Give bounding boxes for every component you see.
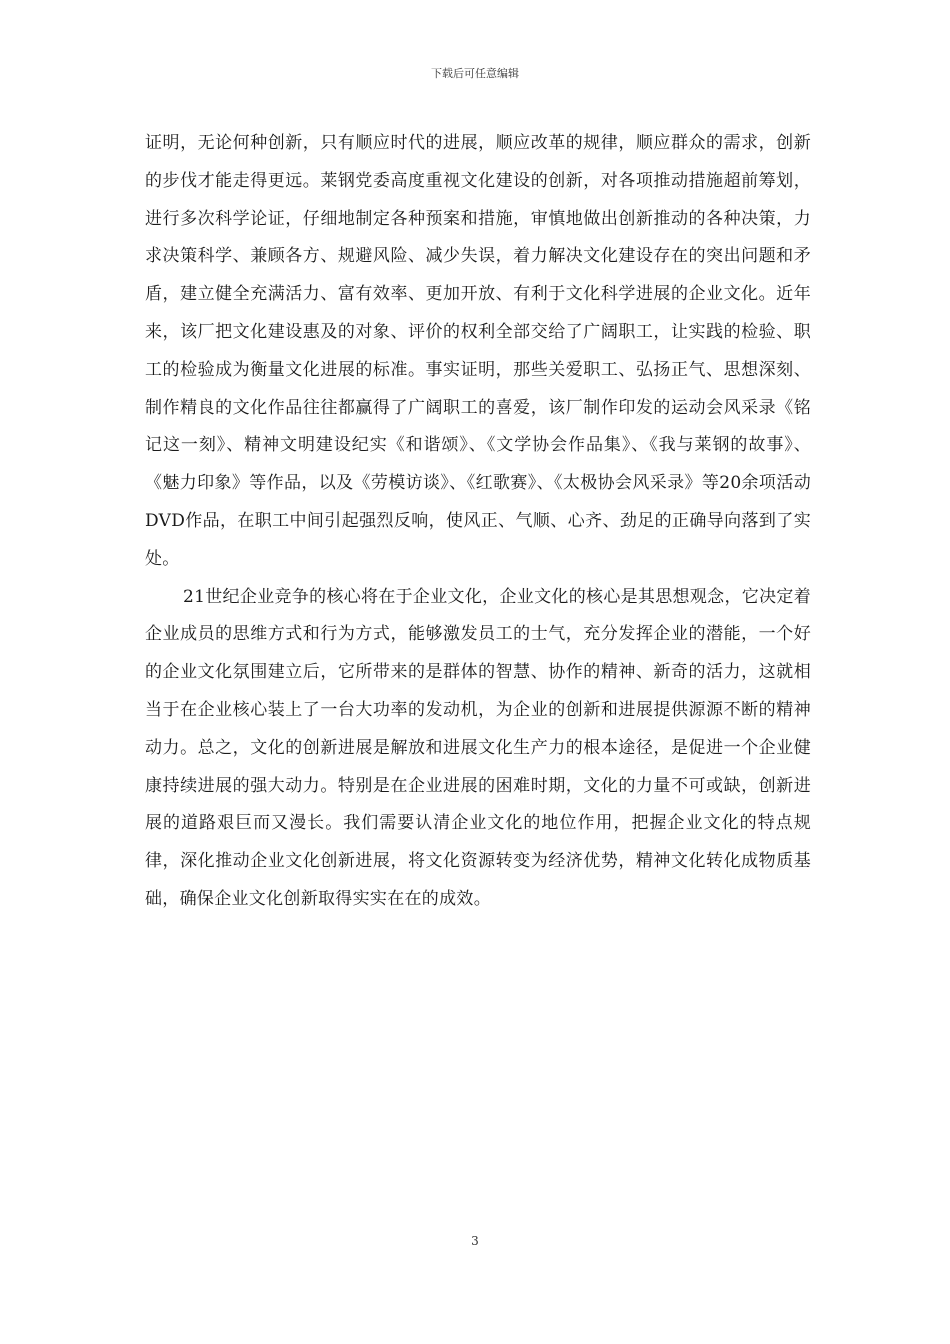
- paragraph: 21世纪企业竞争的核心将在于企业文化，企业文化的核心是其思想观念，它决定着企业成员的思维方式和行为方式，能够激发员工的士气，充分发挥企业的潜能，一个好的企业文化氛围建立后，它所带来的是群体的智慧、协作的精神、新奇的活力，这就相当于在企业核心装上了一台大功率的发动机，为企业的创新和进展提供源源不断的精神动力。总之，文化的创新进展是解放和进展文化生产力的根本途径，是促进一个企业健康持续进展的强大动力。特别是在企业进展的困难时期，文化的力量不可或缺，创新进展的道路艰巨而又漫长。我们需要认清企业文化的地位作用，把握企业文化的特点规律，深化推动企业文化创新进展，将文化资源转变为经济优势，精神文化转化成物质基础，确保企业文化创新取得实实在在的成效。: [145, 586, 811, 909]
- paragraph-continued: 证明，无论何种创新，只有顺应时代的进展，顺应改革的规律，顺应群众的需求，创新的步伐才能走得更远。莱钢党委高度重视文化建设的创新，对各项推动措施超前筹划，进行多次科学论证，仔细地制定各种预案和措施，审慎地做出创新推动的各种决策，力求决策科学、兼顾各方、规避风险、减少失误，着力解决文化建设存在的突出问题和矛盾，建立健全充满活力、富有效率、更加开放、有利于文化科学进展的企业文化。近年来，该厂把文化建设惠及的对象、评价的权利全部交给了广阔职工，让实践的检验、职工的检验成为衡量文化进展的标准。事实证明，那些关爱职工、弘扬正气、思想深刻、制作精良的文化作品往往都赢得了广阔职工的喜爱，该厂制作印发的运动会风采录《铭记这一刻》、精神文明建设纪实《和谐颂》、《文学协会作品集》、《我与莱钢的故事》、《魅力印象》等作品，以及《劳模访谈》、《红歌赛》、《太极协会风采录》等20余项活动DVD作品，在职工中间引起强烈反响，使风正、气顺、心齐、劲足的正确导向落到了实处。: [145, 133, 811, 569]
- page-header: 下载后可任意编辑: [431, 67, 519, 80]
- document-body: [145, 125, 811, 919]
- page-number: 3: [471, 1234, 479, 1248]
